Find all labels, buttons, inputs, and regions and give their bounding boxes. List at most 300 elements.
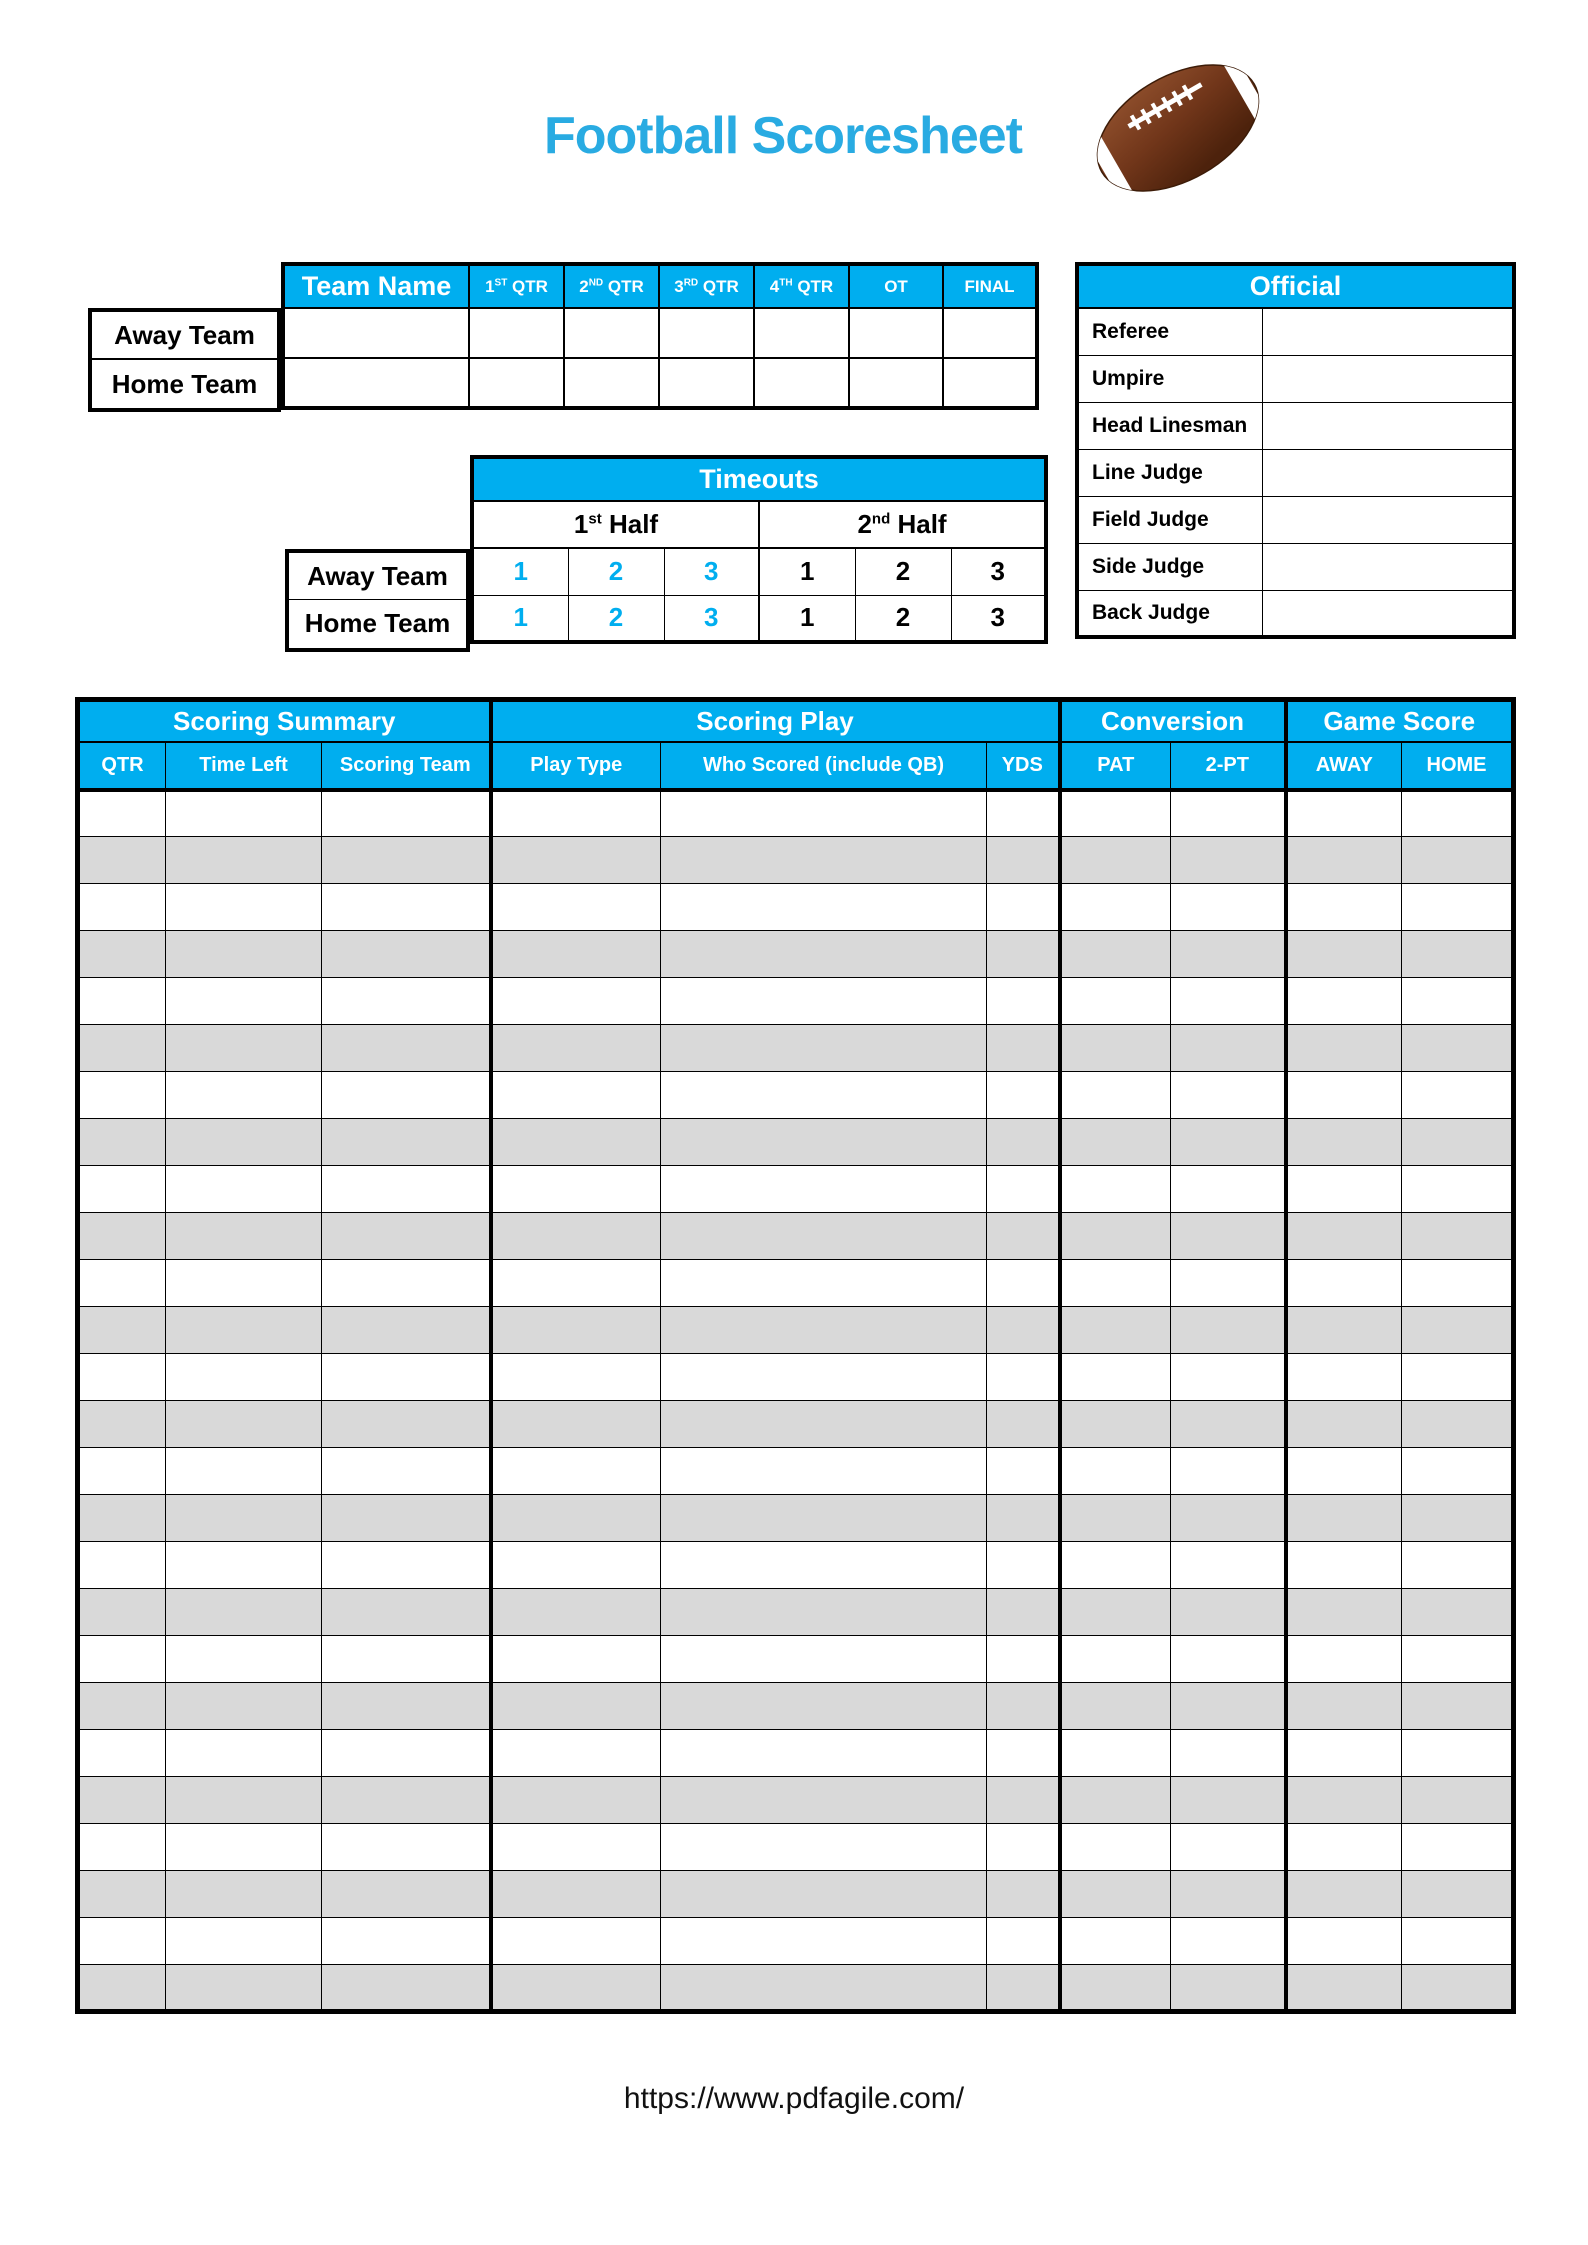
team-score-cell[interactable] — [943, 358, 1037, 408]
scoring-cell-scoring-team[interactable] — [322, 1777, 491, 1824]
scoring-cell-away[interactable] — [1286, 1307, 1402, 1354]
timeout-number[interactable]: 3 — [664, 595, 759, 642]
scoring-cell-away[interactable] — [1286, 1354, 1402, 1401]
scoring-cell-2pt[interactable] — [1171, 1448, 1286, 1495]
scoring-cell-scoring-team[interactable] — [322, 1542, 491, 1589]
scoring-cell-time-left[interactable] — [166, 1213, 322, 1260]
scoring-cell-scoring-team[interactable] — [322, 1495, 491, 1542]
scoring-cell-2pt[interactable] — [1171, 1871, 1286, 1918]
scoring-cell-qtr[interactable] — [78, 1730, 166, 1777]
scoring-cell-qtr[interactable] — [78, 1965, 166, 2012]
scoring-cell-time-left[interactable] — [166, 837, 322, 884]
scoring-cell-qtr[interactable] — [78, 1824, 166, 1871]
scoring-cell-away[interactable] — [1286, 1072, 1402, 1119]
scoring-cell-play-type[interactable] — [491, 1119, 661, 1166]
scoring-cell-play-type[interactable] — [491, 1871, 661, 1918]
scoring-cell-home[interactable] — [1402, 1589, 1514, 1636]
scoring-cell-2pt[interactable] — [1171, 978, 1286, 1025]
scoring-cell-qtr[interactable] — [78, 1589, 166, 1636]
scoring-cell-play-type[interactable] — [491, 790, 661, 837]
official-name-cell[interactable] — [1262, 449, 1514, 496]
scoring-cell-qtr[interactable] — [78, 1918, 166, 1965]
scoring-cell-away[interactable] — [1286, 978, 1402, 1025]
scoring-cell-scoring-team[interactable] — [322, 1589, 491, 1636]
scoring-cell-play-type[interactable] — [491, 884, 661, 931]
scoring-cell-qtr[interactable] — [78, 1542, 166, 1589]
scoring-cell-home[interactable] — [1402, 1636, 1514, 1683]
scoring-cell-scoring-team[interactable] — [322, 1119, 491, 1166]
scoring-cell-play-type[interactable] — [491, 1542, 661, 1589]
scoring-cell-home[interactable] — [1402, 1307, 1514, 1354]
team-score-cell[interactable] — [754, 308, 849, 358]
scoring-cell-qtr[interactable] — [78, 1401, 166, 1448]
scoring-cell-time-left[interactable] — [166, 1072, 322, 1119]
scoring-cell-yds[interactable] — [987, 837, 1060, 884]
scoring-cell-time-left[interactable] — [166, 1589, 322, 1636]
scoring-cell-2pt[interactable] — [1171, 790, 1286, 837]
scoring-cell-scoring-team[interactable] — [322, 1213, 491, 1260]
scoring-cell-home[interactable] — [1402, 1871, 1514, 1918]
scoring-cell-time-left[interactable] — [166, 1683, 322, 1730]
timeout-number[interactable]: 1 — [759, 548, 855, 595]
scoring-cell-home[interactable] — [1402, 1495, 1514, 1542]
scoring-cell-scoring-team[interactable] — [322, 1683, 491, 1730]
scoring-cell-who-scored[interactable] — [661, 1260, 987, 1307]
scoring-cell-scoring-team[interactable] — [322, 790, 491, 837]
scoring-cell-qtr[interactable] — [78, 1871, 166, 1918]
scoring-cell-home[interactable] — [1402, 931, 1514, 978]
scoring-cell-yds[interactable] — [987, 1401, 1060, 1448]
scoring-cell-pat[interactable] — [1060, 1636, 1171, 1683]
scoring-cell-pat[interactable] — [1060, 837, 1171, 884]
scoring-cell-home[interactable] — [1402, 790, 1514, 837]
official-row — [1077, 590, 1514, 637]
scoring-cell-scoring-team[interactable] — [322, 1260, 491, 1307]
scoring-cell-qtr[interactable] — [78, 1072, 166, 1119]
scoring-cell-scoring-team[interactable] — [322, 931, 491, 978]
scoring-cell-away[interactable] — [1286, 884, 1402, 931]
scoring-cell-away[interactable] — [1286, 1025, 1402, 1072]
scoring-cell-play-type[interactable] — [491, 1072, 661, 1119]
scoring-cell-pat[interactable] — [1060, 931, 1171, 978]
timeout-number[interactable]: 3 — [951, 595, 1046, 642]
scoring-cell-time-left[interactable] — [166, 1824, 322, 1871]
scoring-cell-who-scored[interactable] — [661, 1965, 987, 2012]
scoring-cell-pat[interactable] — [1060, 1824, 1171, 1871]
scoring-cell-qtr[interactable] — [78, 1448, 166, 1495]
team-score-cell[interactable] — [283, 358, 469, 408]
official-name-cell[interactable] — [1262, 308, 1514, 355]
scoring-cell-yds[interactable] — [987, 1542, 1060, 1589]
scoring-cell-away[interactable] — [1286, 837, 1402, 884]
scoring-cell-home[interactable] — [1402, 1072, 1514, 1119]
scoring-cell-yds[interactable] — [987, 1166, 1060, 1213]
official-name-cell[interactable] — [1262, 355, 1514, 402]
official-name-cell[interactable] — [1262, 590, 1514, 637]
scoring-cell-yds[interactable] — [987, 1025, 1060, 1072]
scoring-cell-yds[interactable] — [987, 1119, 1060, 1166]
scoring-cell-play-type[interactable] — [491, 1730, 661, 1777]
scoring-cell-play-type[interactable] — [491, 931, 661, 978]
scoring-cell-who-scored[interactable] — [661, 837, 987, 884]
scoring-cell-yds[interactable] — [987, 978, 1060, 1025]
scoring-cell-time-left[interactable] — [166, 1542, 322, 1589]
scoring-cell-pat[interactable] — [1060, 1871, 1171, 1918]
scoring-cell-2pt[interactable] — [1171, 837, 1286, 884]
scoring-cell-play-type[interactable] — [491, 1636, 661, 1683]
scoring-cell-who-scored[interactable] — [661, 1307, 987, 1354]
scoring-cell-qtr[interactable] — [78, 1354, 166, 1401]
scoring-cell-qtr[interactable] — [78, 1260, 166, 1307]
scoring-cell-pat[interactable] — [1060, 1448, 1171, 1495]
scoring-cell-2pt[interactable] — [1171, 1401, 1286, 1448]
scoring-cell-yds[interactable] — [987, 931, 1060, 978]
scoring-cell-time-left[interactable] — [166, 1401, 322, 1448]
scoring-cell-qtr[interactable] — [78, 1683, 166, 1730]
scoring-row — [78, 1777, 1514, 1824]
scoring-cell-play-type[interactable] — [491, 1260, 661, 1307]
scoring-cell-yds[interactable] — [987, 1636, 1060, 1683]
scoring-cell-scoring-team[interactable] — [322, 1354, 491, 1401]
team-score-cell[interactable] — [283, 308, 469, 358]
final-header: FINAL — [943, 264, 1037, 308]
scoring-cell-scoring-team[interactable] — [322, 1636, 491, 1683]
team-score-cell[interactable] — [849, 358, 943, 408]
scoring-cell-scoring-team[interactable] — [322, 1871, 491, 1918]
scoring-cell-play-type[interactable] — [491, 1918, 661, 1965]
scoring-cell-2pt[interactable] — [1171, 931, 1286, 978]
scoring-cell-2pt[interactable] — [1171, 1636, 1286, 1683]
team-score-cell[interactable] — [659, 358, 754, 408]
scoring-cell-play-type[interactable] — [491, 1166, 661, 1213]
scoring-cell-time-left[interactable] — [166, 1260, 322, 1307]
scoring-cell-2pt[interactable] — [1171, 884, 1286, 931]
timeout-number[interactable]: 1 — [472, 595, 568, 642]
scoring-cell-pat[interactable] — [1060, 1213, 1171, 1260]
timeout-number[interactable]: 3 — [664, 548, 759, 595]
scoring-cell-yds[interactable] — [987, 1213, 1060, 1260]
scoring-cell-time-left[interactable] — [166, 1918, 322, 1965]
scoring-cell-2pt[interactable] — [1171, 1542, 1286, 1589]
scoring-cell-time-left[interactable] — [166, 931, 322, 978]
scoring-cell-who-scored[interactable] — [661, 1542, 987, 1589]
scoring-cell-pat[interactable] — [1060, 884, 1171, 931]
scoring-cell-play-type[interactable] — [491, 1965, 661, 2012]
team-score-cell[interactable] — [754, 358, 849, 408]
scoring-cell-home[interactable] — [1402, 1824, 1514, 1871]
scoring-cell-away[interactable] — [1286, 1448, 1402, 1495]
scoring-cell-qtr[interactable] — [78, 1119, 166, 1166]
scoring-cell-yds[interactable] — [987, 1307, 1060, 1354]
scoring-cell-2pt[interactable] — [1171, 1213, 1286, 1260]
scoring-cell-pat[interactable] — [1060, 1401, 1171, 1448]
scoring-cell-play-type[interactable] — [491, 1824, 661, 1871]
scoring-cell-qtr[interactable] — [78, 790, 166, 837]
scoring-cell-time-left[interactable] — [166, 1025, 322, 1072]
scoring-cell-2pt[interactable] — [1171, 1918, 1286, 1965]
scoring-cell-scoring-team[interactable] — [322, 1824, 491, 1871]
timeout-number[interactable]: 1 — [472, 548, 568, 595]
scoring-cell-who-scored[interactable] — [661, 1448, 987, 1495]
scoring-cell-2pt[interactable] — [1171, 1166, 1286, 1213]
scoring-cell-pat[interactable] — [1060, 1166, 1171, 1213]
scoring-cell-away[interactable] — [1286, 1260, 1402, 1307]
scoring-cell-play-type[interactable] — [491, 1025, 661, 1072]
scoring-cell-yds[interactable] — [987, 1683, 1060, 1730]
scoring-cell-time-left[interactable] — [166, 978, 322, 1025]
scoring-cell-yds[interactable] — [987, 1260, 1060, 1307]
official-name-cell[interactable] — [1262, 402, 1514, 449]
scoring-cell-2pt[interactable] — [1171, 1119, 1286, 1166]
scoring-cell-play-type[interactable] — [491, 1354, 661, 1401]
scoring-cell-who-scored[interactable] — [661, 1213, 987, 1260]
scoring-cell-time-left[interactable] — [166, 1777, 322, 1824]
scoring-cell-who-scored[interactable] — [661, 1683, 987, 1730]
scoring-cell-who-scored[interactable] — [661, 1824, 987, 1871]
scoring-cell-yds[interactable] — [987, 1589, 1060, 1636]
scoring-cell-pat[interactable] — [1060, 1683, 1171, 1730]
scoring-cell-play-type[interactable] — [491, 1307, 661, 1354]
team-score-cell[interactable] — [659, 308, 754, 358]
scoring-cell-scoring-team[interactable] — [322, 1918, 491, 1965]
scoring-cell-away[interactable] — [1286, 1401, 1402, 1448]
scoring-cell-who-scored[interactable] — [661, 1730, 987, 1777]
scoring-cell-yds[interactable] — [987, 790, 1060, 837]
scoring-cell-home[interactable] — [1402, 1354, 1514, 1401]
scoring-cell-home[interactable] — [1402, 884, 1514, 931]
scoring-cell-yds[interactable] — [987, 1965, 1060, 2012]
official-name-cell[interactable] — [1262, 496, 1514, 543]
scoring-cell-2pt[interactable] — [1171, 1683, 1286, 1730]
scoring-cell-away[interactable] — [1286, 1871, 1402, 1918]
scoring-cell-pat[interactable] — [1060, 1777, 1171, 1824]
scoring-cell-2pt[interactable] — [1171, 1354, 1286, 1401]
scoring-cell-play-type[interactable] — [491, 1589, 661, 1636]
scoring-cell-pat[interactable] — [1060, 1495, 1171, 1542]
timeout-number[interactable]: 3 — [951, 548, 1046, 595]
scoring-cell-home[interactable] — [1402, 1683, 1514, 1730]
scoring-cell-who-scored[interactable] — [661, 931, 987, 978]
scoring-cell-away[interactable] — [1286, 1824, 1402, 1871]
scoring-cell-play-type[interactable] — [491, 1401, 661, 1448]
scoring-cell-yds[interactable] — [987, 1730, 1060, 1777]
scoring-cell-away[interactable] — [1286, 1119, 1402, 1166]
timeout-number[interactable]: 2 — [568, 548, 664, 595]
scoring-cell-pat[interactable] — [1060, 1542, 1171, 1589]
scoring-cell-pat[interactable] — [1060, 1260, 1171, 1307]
scoring-cell-pat[interactable] — [1060, 1119, 1171, 1166]
scoring-cell-qtr[interactable] — [78, 1307, 166, 1354]
scoring-cell-yds[interactable] — [987, 1777, 1060, 1824]
scoring-cell-qtr[interactable] — [78, 837, 166, 884]
scoring-cell-qtr[interactable] — [78, 1636, 166, 1683]
scoring-cell-home[interactable] — [1402, 1777, 1514, 1824]
scoring-cell-scoring-team[interactable] — [322, 1401, 491, 1448]
scoring-cell-who-scored[interactable] — [661, 1777, 987, 1824]
scoring-cell-2pt[interactable] — [1171, 1730, 1286, 1777]
scoring-cell-who-scored[interactable] — [661, 790, 987, 837]
scoring-cell-qtr[interactable] — [78, 1495, 166, 1542]
scoring-cell-scoring-team[interactable] — [322, 1307, 491, 1354]
scoring-cell-yds[interactable] — [987, 1871, 1060, 1918]
scoring-cell-home[interactable] — [1402, 1448, 1514, 1495]
scoring-cell-time-left[interactable] — [166, 1354, 322, 1401]
official-row — [1077, 355, 1514, 402]
timeout-number[interactable]: 2 — [855, 548, 951, 595]
scoring-cell-play-type[interactable] — [491, 1495, 661, 1542]
scoring-cell-who-scored[interactable] — [661, 1871, 987, 1918]
scoring-cell-qtr[interactable] — [78, 884, 166, 931]
scoring-cell-away[interactable] — [1286, 1683, 1402, 1730]
scoring-cell-who-scored[interactable] — [661, 1918, 987, 1965]
scoring-cell-pat[interactable] — [1060, 1730, 1171, 1777]
scoring-cell-pat[interactable] — [1060, 1072, 1171, 1119]
scoring-cell-play-type[interactable] — [491, 1448, 661, 1495]
scoring-cell-home[interactable] — [1402, 1965, 1514, 2012]
scoring-cell-time-left[interactable] — [166, 1636, 322, 1683]
footer-url[interactable]: https://www.pdfagile.com/ — [623, 2082, 965, 2115]
team-score-cell[interactable] — [564, 308, 659, 358]
scoring-cell-away[interactable] — [1286, 1730, 1402, 1777]
scoring-cell-who-scored[interactable] — [661, 1072, 987, 1119]
scoring-cell-qtr[interactable] — [78, 1025, 166, 1072]
scoring-cell-scoring-team[interactable] — [322, 1965, 491, 2012]
scoring-cell-home[interactable] — [1402, 837, 1514, 884]
scoring-cell-yds[interactable] — [987, 1072, 1060, 1119]
scoring-cell-away[interactable] — [1286, 1495, 1402, 1542]
scoring-cell-time-left[interactable] — [166, 1448, 322, 1495]
scoring-cell-pat[interactable] — [1060, 1589, 1171, 1636]
scoring-cell-time-left[interactable] — [166, 1166, 322, 1213]
scoring-cell-pat[interactable] — [1060, 978, 1171, 1025]
scoring-cell-qtr[interactable] — [78, 978, 166, 1025]
scoring-cell-2pt[interactable] — [1171, 1777, 1286, 1824]
scoring-cell-away[interactable] — [1286, 1166, 1402, 1213]
column-header-pat: PAT — [1060, 742, 1171, 790]
scoring-cell-yds[interactable] — [987, 1354, 1060, 1401]
timeout-number[interactable]: 2 — [855, 595, 951, 642]
scoring-cell-away[interactable] — [1286, 1965, 1402, 2012]
scoring-cell-scoring-team[interactable] — [322, 1072, 491, 1119]
scoring-cell-time-left[interactable] — [166, 790, 322, 837]
scoring-cell-qtr[interactable] — [78, 931, 166, 978]
scoring-cell-home[interactable] — [1402, 1542, 1514, 1589]
scoring-cell-scoring-team[interactable] — [322, 1730, 491, 1777]
official-name-cell[interactable] — [1262, 543, 1514, 590]
scoring-cell-play-type[interactable] — [491, 1683, 661, 1730]
scoring-cell-2pt[interactable] — [1171, 1025, 1286, 1072]
scoring-cell-2pt[interactable] — [1171, 1965, 1286, 2012]
scoring-cell-who-scored[interactable] — [661, 1636, 987, 1683]
scoring-row — [78, 1072, 1514, 1119]
team-score-cell[interactable] — [469, 358, 564, 408]
scoring-cell-away[interactable] — [1286, 931, 1402, 978]
team-score-cell[interactable] — [564, 358, 659, 408]
scoring-cell-play-type[interactable] — [491, 1777, 661, 1824]
timeout-number[interactable]: 2 — [568, 595, 664, 642]
scoring-cell-2pt[interactable] — [1171, 1072, 1286, 1119]
scoring-cell-time-left[interactable] — [166, 1965, 322, 2012]
scoring-cell-away[interactable] — [1286, 1542, 1402, 1589]
scoring-cell-scoring-team[interactable] — [322, 837, 491, 884]
scoring-cell-home[interactable] — [1402, 978, 1514, 1025]
scoring-cell-scoring-team[interactable] — [322, 884, 491, 931]
scoring-cell-home[interactable] — [1402, 1119, 1514, 1166]
scoring-cell-home[interactable] — [1402, 1166, 1514, 1213]
scoring-cell-2pt[interactable] — [1171, 1824, 1286, 1871]
scoring-cell-time-left[interactable] — [166, 1871, 322, 1918]
scoring-cell-qtr[interactable] — [78, 1166, 166, 1213]
scoring-cell-scoring-team[interactable] — [322, 1025, 491, 1072]
scoring-cell-who-scored[interactable] — [661, 1119, 987, 1166]
team-score-cell[interactable] — [943, 308, 1037, 358]
scoring-cell-home[interactable] — [1402, 1025, 1514, 1072]
scoring-cell-play-type[interactable] — [491, 978, 661, 1025]
scoring-cell-away[interactable] — [1286, 1777, 1402, 1824]
scoring-cell-yds[interactable] — [987, 1824, 1060, 1871]
scoring-cell-yds[interactable] — [987, 1495, 1060, 1542]
scoring-cell-who-scored[interactable] — [661, 1354, 987, 1401]
scoring-cell-who-scored[interactable] — [661, 1589, 987, 1636]
scoring-cell-home[interactable] — [1402, 1213, 1514, 1260]
scoring-cell-home[interactable] — [1402, 1260, 1514, 1307]
scoring-cell-2pt[interactable] — [1171, 1307, 1286, 1354]
scoring-cell-scoring-team[interactable] — [322, 1166, 491, 1213]
scoring-cell-yds[interactable] — [987, 1918, 1060, 1965]
scoring-cell-pat[interactable] — [1060, 1965, 1171, 2012]
scoring-cell-yds[interactable] — [987, 884, 1060, 931]
scoring-cell-who-scored[interactable] — [661, 1025, 987, 1072]
scoring-cell-time-left[interactable] — [166, 884, 322, 931]
scoring-cell-away[interactable] — [1286, 1918, 1402, 1965]
scoring-cell-2pt[interactable] — [1171, 1495, 1286, 1542]
team-score-cell[interactable] — [849, 308, 943, 358]
scoring-cell-home[interactable] — [1402, 1918, 1514, 1965]
scoring-cell-time-left[interactable] — [166, 1307, 322, 1354]
scoring-cell-pat[interactable] — [1060, 1307, 1171, 1354]
scoring-cell-away[interactable] — [1286, 1213, 1402, 1260]
scoring-cell-who-scored[interactable] — [661, 884, 987, 931]
team-score-cell[interactable] — [469, 308, 564, 358]
scoring-cell-pat[interactable] — [1060, 1354, 1171, 1401]
scoring-cell-away[interactable] — [1286, 1636, 1402, 1683]
scoring-cell-qtr[interactable] — [78, 1777, 166, 1824]
scoring-cell-home[interactable] — [1402, 1730, 1514, 1777]
scoring-cell-home[interactable] — [1402, 1401, 1514, 1448]
scoring-cell-away[interactable] — [1286, 790, 1402, 837]
scoring-cell-yds[interactable] — [987, 1448, 1060, 1495]
scoring-cell-time-left[interactable] — [166, 1119, 322, 1166]
scoring-cell-time-left[interactable] — [166, 1495, 322, 1542]
scoring-cell-pat[interactable] — [1060, 1918, 1171, 1965]
scoring-cell-2pt[interactable] — [1171, 1589, 1286, 1636]
scoring-cell-qtr[interactable] — [78, 1213, 166, 1260]
scoring-cell-who-scored[interactable] — [661, 1401, 987, 1448]
scoring-cell-who-scored[interactable] — [661, 1495, 987, 1542]
timeout-number[interactable]: 1 — [759, 595, 855, 642]
scoring-cell-who-scored[interactable] — [661, 1166, 987, 1213]
scoring-cell-2pt[interactable] — [1171, 1260, 1286, 1307]
scoring-cell-scoring-team[interactable] — [322, 1448, 491, 1495]
scoring-cell-time-left[interactable] — [166, 1730, 322, 1777]
scoring-cell-pat[interactable] — [1060, 1025, 1171, 1072]
scoring-cell-play-type[interactable] — [491, 837, 661, 884]
scoring-cell-away[interactable] — [1286, 1589, 1402, 1636]
scoring-cell-pat[interactable] — [1060, 790, 1171, 837]
scoring-cell-play-type[interactable] — [491, 1213, 661, 1260]
scoring-cell-who-scored[interactable] — [661, 978, 987, 1025]
scoring-cell-scoring-team[interactable] — [322, 978, 491, 1025]
